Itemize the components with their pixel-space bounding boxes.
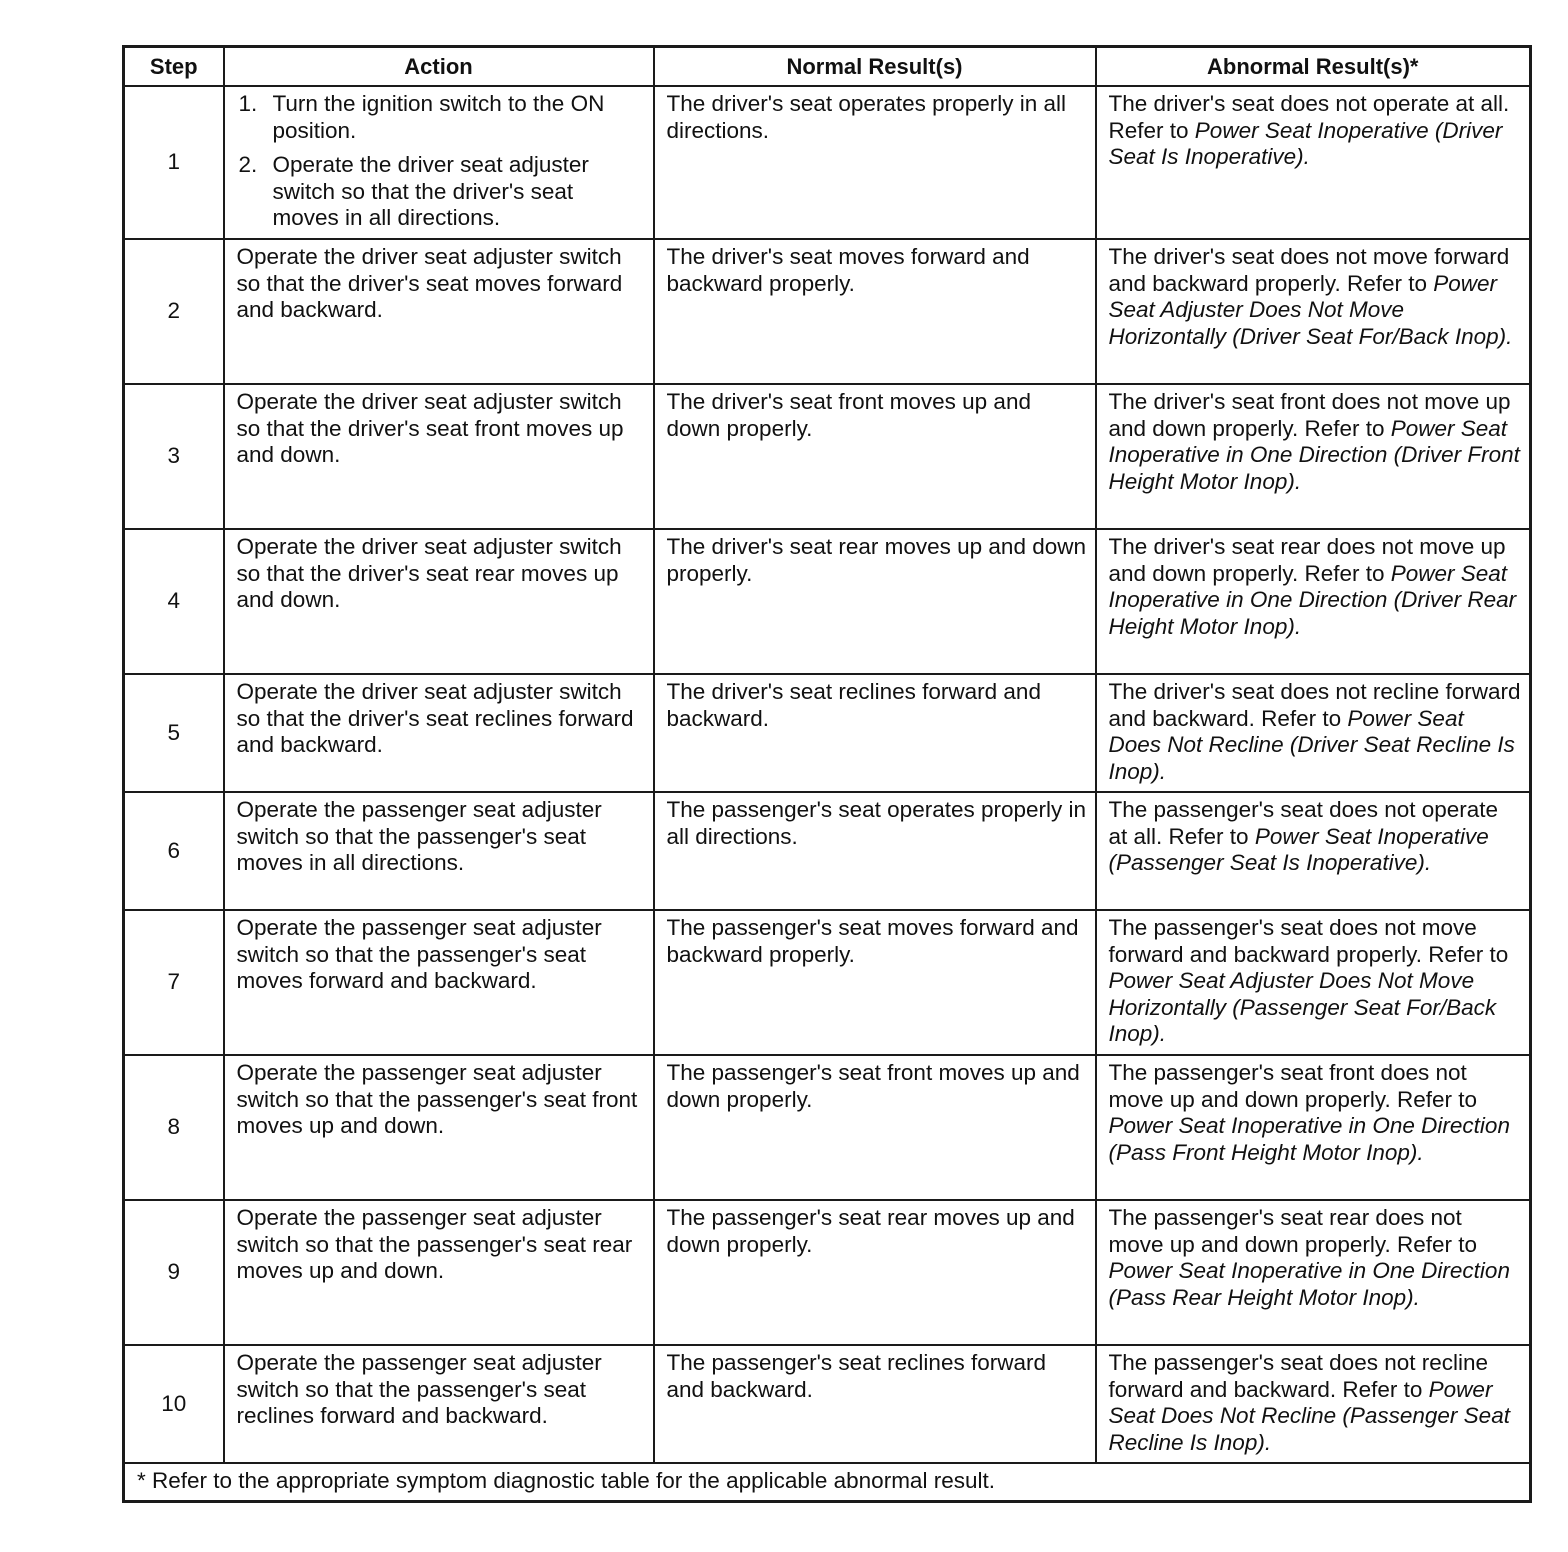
abnormal-result-cell xyxy=(1096,239,1531,384)
abnormal-result-text: The driver's seat does not recline forward and backward. Refer to xyxy=(1108,679,1521,731)
action-cell: Operate the passenger seat adjuster switch so that the passenger's seat moves forward and backward. xyxy=(224,910,654,1055)
normal-result-cell: The driver's seat operates properly in all directions. xyxy=(654,86,1096,239)
footnote-row xyxy=(124,1463,1531,1502)
abnormal-result-reference: Power Seat Inoperative in One Direction (Pass Rear Height Motor Inop). xyxy=(1108,1258,1510,1310)
abnormal-result-cell xyxy=(1096,86,1531,239)
abnormal-result-text: The driver's seat rear does not move up and down properly. Refer to xyxy=(1108,534,1506,586)
abnormal-result-cell xyxy=(1096,384,1531,529)
step-number: 3 xyxy=(124,384,224,529)
header-abnormal-results: Abnormal Result(s)* xyxy=(1096,47,1531,87)
action-cell: Operate the driver seat adjuster switch so that the driver's seat front moves up and down. xyxy=(224,384,654,529)
action-cell: Operate the passenger seat adjuster switch so that the passenger's seat moves in all directions. xyxy=(224,792,654,910)
abnormal-result-reference: Power Seat Adjuster Does Not Move Horizontally (Driver Seat For/Back Inop). xyxy=(1108,270,1513,349)
action-cell xyxy=(224,86,654,239)
step-number: 1 xyxy=(124,86,224,239)
header-step: Step xyxy=(124,47,224,87)
abnormal-result-reference: Power Seat Inoperative in One Direction (Pass Front Height Motor Inop). xyxy=(1108,1113,1510,1165)
normal-result-cell: The driver's seat front moves up and down properly. xyxy=(654,384,1096,529)
abnormal-result-cell xyxy=(1096,1200,1531,1345)
abnormal-result-reference: Power Seat Inoperative in One Direction (Driver Rear Height Motor Inop). xyxy=(1108,560,1517,639)
normal-result-cell: The passenger's seat operates properly in all directions. xyxy=(654,792,1096,910)
header-normal-results: Normal Result(s) xyxy=(654,47,1096,87)
action-item-text: Operate the driver seat adjuster switch so that the driver's seat moves in all directions. xyxy=(272,152,589,230)
abnormal-result-text: The passenger's seat does not move forward and backward properly. Refer to xyxy=(1108,915,1509,967)
header-action: Action xyxy=(224,47,654,87)
abnormal-result-cell xyxy=(1096,529,1531,674)
action-list xyxy=(237,91,645,232)
abnormal-result-text: The passenger's seat does not recline forward and backward. Refer to xyxy=(1108,1350,1489,1402)
step-number: 5 xyxy=(124,674,224,792)
abnormal-result-text: The driver's seat does not move forward and backward properly. Refer to xyxy=(1108,244,1510,296)
normal-result-cell: The driver's seat rear moves up and down properly. xyxy=(654,529,1096,674)
normal-result-cell: The passenger's seat moves forward and backward properly. xyxy=(654,910,1096,1055)
abnormal-result-text: The driver's seat does not operate at all. Refer to xyxy=(1108,91,1510,143)
abnormal-result-reference: Power Seat Inoperative (Passenger Seat Is Inoperative). xyxy=(1108,823,1489,875)
action-cell: Operate the driver seat adjuster switch so that the driver's seat rear moves up and down. xyxy=(224,529,654,674)
abnormal-result-reference: Power Seat Adjuster Does Not Move Horizontally (Passenger Seat For/Back Inop). xyxy=(1108,968,1497,1046)
abnormal-result-cell xyxy=(1096,792,1531,910)
action-cell: Operate the passenger seat adjuster switch so that the passenger's seat rear moves up and down. xyxy=(224,1200,654,1345)
table-row xyxy=(124,86,1531,239)
abnormal-result-cell xyxy=(1096,910,1531,1055)
normal-result-cell: The passenger's seat reclines forward and backward. xyxy=(654,1345,1096,1463)
action-cell: Operate the driver seat adjuster switch so that the driver's seat moves forward and backward. xyxy=(224,239,654,384)
step-number: 6 xyxy=(124,792,224,910)
action-cell: Operate the passenger seat adjuster switch so that the passenger's seat front moves up and down. xyxy=(224,1055,654,1200)
table-row xyxy=(124,239,1531,384)
abnormal-result-reference: Power Seat Inoperative in One Direction (Driver Front Height Motor Inop). xyxy=(1108,415,1520,494)
normal-result-cell: The driver's seat moves forward and backward properly. xyxy=(654,239,1096,384)
step-number: 7 xyxy=(124,910,224,1055)
table-row xyxy=(124,910,1531,1055)
table-row xyxy=(124,674,1531,792)
normal-result-cell: The driver's seat reclines forward and backward. xyxy=(654,674,1096,792)
step-number: 2 xyxy=(124,239,224,384)
abnormal-result-text: The passenger's seat front does not move up and down properly. Refer to xyxy=(1108,1060,1478,1112)
table-row xyxy=(124,1055,1531,1200)
table-row xyxy=(124,384,1531,529)
step-number: 4 xyxy=(124,529,224,674)
normal-result-cell: The passenger's seat front moves up and down properly. xyxy=(654,1055,1096,1200)
action-cell: Operate the driver seat adjuster switch so that the driver's seat reclines forward and backward. xyxy=(224,674,654,792)
abnormal-result-text: The passenger's seat rear does not move up and down properly. Refer to xyxy=(1108,1205,1478,1257)
footnote: * Refer to the appropriate symptom diagnostic table for the applicable abnormal result. xyxy=(124,1463,1531,1502)
action-item-number: 1. xyxy=(238,91,258,116)
abnormal-result-reference: Power Seat Does Not Recline (Driver Seat Recline Is Inop). xyxy=(1108,705,1515,784)
action-item-text: Turn the ignition switch to the ON position. xyxy=(272,91,605,143)
diagnostic-table xyxy=(122,45,1532,1503)
abnormal-result-cell xyxy=(1096,674,1531,792)
abnormal-result-reference: Power Seat Inoperative (Driver Seat Is Inoperative). xyxy=(1108,117,1503,169)
header-row xyxy=(124,47,1531,87)
action-list-item xyxy=(238,152,645,232)
abnormal-result-text: The passenger's seat does not operate at all. Refer to xyxy=(1108,797,1499,849)
abnormal-result-cell xyxy=(1096,1055,1531,1200)
action-cell: Operate the passenger seat adjuster switch so that the passenger's seat reclines forward and backward. xyxy=(224,1345,654,1463)
step-number: 8 xyxy=(124,1055,224,1200)
abnormal-result-cell xyxy=(1096,1345,1531,1463)
table-row xyxy=(124,1345,1531,1463)
table-row xyxy=(124,792,1531,910)
abnormal-result-reference: Power Seat Does Not Recline (Passenger Seat Recline Is Inop). xyxy=(1108,1376,1510,1455)
abnormal-result-text: The driver's seat front does not move up and down properly. Refer to xyxy=(1108,389,1511,441)
table-row xyxy=(124,529,1531,674)
normal-result-cell: The passenger's seat rear moves up and down properly. xyxy=(654,1200,1096,1345)
action-item-number: 2. xyxy=(238,152,258,177)
step-number: 10 xyxy=(124,1345,224,1463)
action-list-item xyxy=(238,91,645,144)
table-row xyxy=(124,1200,1531,1345)
step-number: 9 xyxy=(124,1200,224,1345)
